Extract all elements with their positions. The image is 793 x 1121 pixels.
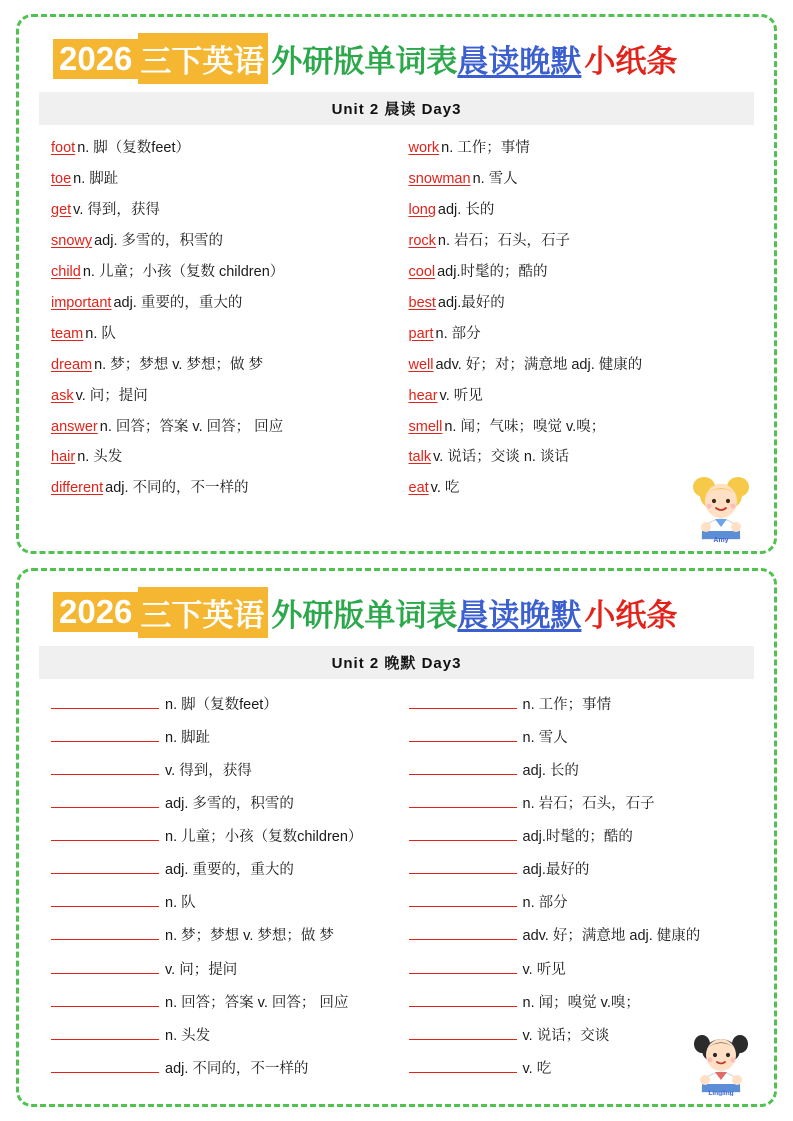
answer-blank[interactable] [409,958,517,974]
word-term: answer [51,418,98,435]
word-term: rock [408,233,436,250]
answer-blank[interactable] [409,726,517,742]
word-term: well [408,356,434,373]
answer-blank[interactable] [51,891,159,907]
word-term: different [51,480,104,497]
mascot-name-label: Lingling [708,1090,734,1096]
blank-entry[interactable] [409,720,749,753]
word-definition: adj. 不同的，不一样的 [165,1060,309,1077]
word-definition: n. 梦；梦想 v. 梦想；做 梦 [165,928,334,945]
answer-blank[interactable] [409,1024,517,1040]
word-definition: n. 头发 [77,449,123,466]
answer-blank[interactable] [51,1024,159,1040]
word-term: ask [51,387,74,404]
answer-blank[interactable] [409,759,517,775]
word-definition: v. 听见 [522,961,566,978]
title-grade: 三下英语 [138,587,268,638]
word-definition: n. 岩石；石头，石子 [437,233,571,250]
column-left-morning [51,133,391,541]
answer-blank[interactable] [409,693,517,709]
word-entry [409,288,749,319]
word-term: part [408,325,434,342]
blank-entry[interactable] [409,952,749,985]
word-definition: n. 队 [165,895,196,912]
word-definition: n. 队 [85,325,116,342]
word-entry [51,473,391,504]
word-entry [409,349,749,380]
word-definition: v. 得到，获得 [165,762,252,779]
word-entry [51,442,391,473]
blank-entry[interactable] [409,687,749,720]
unit-label-evening: Unit 2 晚默 Day3 [39,646,754,679]
word-definition: adj. 不同的，不一样的 [105,480,249,497]
word-term: snowy [51,233,93,250]
word-entry [409,133,749,164]
word-definition: n. 工作；事情 [441,140,530,157]
word-term: smell [408,418,443,435]
word-entry [51,411,391,442]
answer-blank[interactable] [409,924,517,940]
word-definition: n. 脚趾 [165,729,211,746]
word-entry [51,318,391,349]
title-mode: 晨读晚默 [457,597,582,633]
word-term: hear [408,387,438,404]
blank-entry[interactable] [51,1051,391,1084]
word-definition: n. 雪人 [522,729,568,746]
title-suffix: 小纸条 [584,44,678,79]
word-definition: n. 闻；嗅觉 v.嗅； [522,994,640,1011]
blank-entry[interactable] [409,786,749,819]
blank-entry[interactable] [51,720,391,753]
word-definition: v. 吃 [522,1060,552,1077]
answer-blank[interactable] [51,825,159,841]
word-definition: adv. 好；对；满意地 adj. 健康的 [435,356,643,373]
title-grade: 三下英语 [138,33,268,84]
word-definition: adj. 重要的，重大的 [113,294,243,311]
word-term: toe [51,171,72,188]
word-definition: v. 说话；交谈 [522,1027,610,1044]
card-title-evening [39,585,754,642]
word-definition: n. 回答；答案 v. 回答； 回应 [99,418,284,435]
blank-entry[interactable] [51,985,391,1018]
answer-blank[interactable] [51,958,159,974]
word-entry [409,380,749,411]
answer-blank[interactable] [51,726,159,742]
word-entry [409,195,749,226]
mascot-amy-icon [682,465,760,543]
title-year: 2026 [53,592,138,632]
answer-blank[interactable] [409,825,517,841]
blank-entry[interactable] [51,1018,391,1051]
answer-blank[interactable] [409,858,517,874]
word-entry [409,226,749,257]
word-definition: adj. 重要的，重大的 [165,862,294,879]
word-definition: n. 头发 [165,1027,211,1044]
word-term: get [51,202,72,219]
word-definition: n. 回答；答案 v. 回答； 回应 [165,994,349,1011]
word-entry [51,257,391,288]
answer-blank[interactable] [51,858,159,874]
word-definition: n. 脚趾 [73,171,119,188]
word-definition: adj. 多雪的，积雪的 [94,233,224,250]
mascot-lingling-icon [682,1018,760,1096]
card-morning-reading [16,14,777,554]
word-entry [409,411,749,442]
word-entry [51,195,391,226]
word-entry [51,226,391,257]
blank-entry[interactable] [409,985,749,1018]
word-definition: n. 部分 [522,895,568,912]
blank-entry[interactable] [51,786,391,819]
word-definition: n. 脚（复数feet） [165,696,278,713]
answer-blank[interactable] [409,792,517,808]
blank-entry[interactable] [409,852,749,885]
title-edition: 外研版单词表 [271,44,458,79]
answer-blank[interactable] [51,693,159,709]
word-term: eat [408,480,429,497]
answer-blank[interactable] [51,991,159,1007]
unit-label-morning: Unit 2 晨读 Day3 [39,92,754,125]
word-definition: n. 梦；梦想 v. 梦想；做 梦 [94,356,264,373]
card-title-morning [39,31,754,88]
word-entry [51,349,391,380]
word-definition: adj. 多雪的，积雪的 [165,795,294,812]
word-columns-evening [39,685,754,1095]
word-definition: adj.最好的 [522,862,590,879]
word-definition: v. 问；提问 [165,961,238,978]
word-definition: n. 岩石；石头，石子 [522,795,655,812]
word-entry [409,257,749,288]
blank-entry[interactable] [51,819,391,852]
word-entry [51,380,391,411]
answer-blank[interactable] [409,991,517,1007]
word-definition: v. 说话；交谈 n. 谈话 [433,449,569,466]
title-mode: 晨读晚默 [457,44,582,79]
answer-blank[interactable] [51,759,159,775]
word-term: team [51,325,84,342]
word-definition: adj.最好的 [437,294,505,311]
word-definition: n. 工作；事情 [522,696,612,713]
word-definition: v. 听见 [439,387,483,404]
mascot-name-label: Amy [713,536,729,543]
word-term: hair [51,449,76,466]
blank-entry[interactable] [409,819,749,852]
word-entry [409,164,749,195]
title-edition: 外研版单词表 [271,597,458,633]
word-definition: adj. 长的 [437,202,495,219]
word-definition: n. 儿童；小孩（复数children） [165,829,363,845]
title-suffix: 小纸条 [584,597,678,633]
word-term: child [51,264,81,281]
blank-entry[interactable] [409,885,749,918]
answer-blank[interactable] [409,1057,517,1073]
card-evening-dictation [16,568,777,1108]
answer-blank[interactable] [51,924,159,940]
word-definition: v. 问；提问 [75,387,148,404]
blank-entry[interactable] [51,885,391,918]
word-columns-morning [39,131,754,541]
word-definition: n. 闻；气味；嗅觉 v.嗅； [444,418,606,435]
blank-entry[interactable] [51,687,391,720]
word-definition: adv. 好；满意地 adj. 健康的 [522,928,701,945]
blank-entry[interactable] [51,753,391,786]
word-definition: adj.时髦的；酷的 [522,829,633,845]
blank-entry[interactable] [409,753,749,786]
word-definition: n. 雪人 [472,171,518,188]
word-term: best [408,294,436,311]
blank-entry[interactable] [409,918,749,951]
word-term: long [408,202,436,219]
word-term: cool [408,264,436,281]
word-definition: n. 部分 [435,325,481,342]
word-definition: n. 儿童；小孩（复数 children） [82,264,285,281]
word-term: talk [408,449,432,466]
word-term: foot [51,140,76,157]
word-definition: adj.时髦的；酷的 [437,264,548,281]
answer-blank[interactable] [409,891,517,907]
word-definition: v. 得到，获得 [73,202,160,219]
word-term: work [408,140,440,157]
column-left-evening [51,687,391,1095]
word-term: dream [51,356,93,373]
answer-blank[interactable] [51,792,159,808]
word-entry [51,288,391,319]
word-definition: adj. 长的 [522,762,579,779]
word-definition: v. 吃 [430,480,460,497]
answer-blank[interactable] [51,1057,159,1073]
blank-entry[interactable] [51,852,391,885]
word-definition: n. 脚（复数feet） [77,140,190,157]
title-year: 2026 [53,39,138,79]
word-term: important [51,294,112,311]
word-term: snowman [408,171,471,188]
blank-entry[interactable] [51,952,391,985]
word-entry [51,164,391,195]
word-entry [51,133,391,164]
blank-entry[interactable] [51,918,391,951]
word-entry [409,318,749,349]
